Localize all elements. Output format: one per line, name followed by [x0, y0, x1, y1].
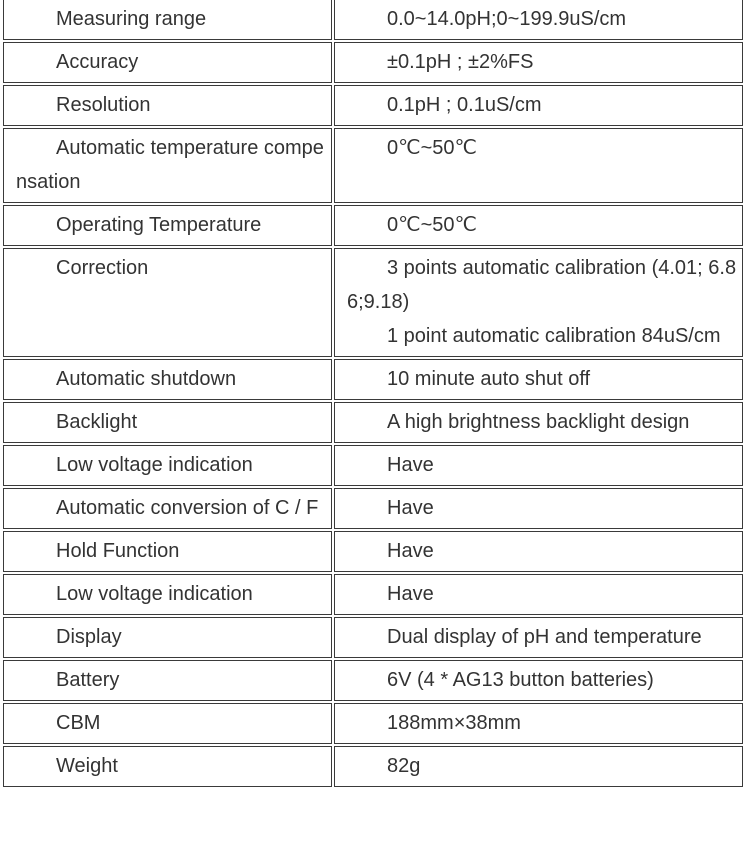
table-row [3, 402, 743, 443]
spec-value-line: Have [387, 583, 434, 605]
spec-label: CBM [3, 703, 332, 744]
spec-label: Automatic conversion of C / F [3, 488, 332, 529]
spec-value-line: 82g [387, 755, 421, 777]
spec-value [334, 248, 743, 357]
spec-value [334, 531, 743, 572]
spec-value [334, 402, 743, 443]
spec-value-line: 3 points automatic calibration (4.01; 6.86;9.18) [347, 257, 737, 313]
spec-label: Measuring range [3, 0, 332, 40]
spec-label: Display [3, 617, 332, 658]
spec-label: Correction [3, 248, 332, 357]
spec-value [334, 488, 743, 529]
spec-value-line: 0℃~50℃ [387, 214, 477, 236]
spec-value [334, 703, 743, 744]
table-row [3, 617, 743, 658]
table-row [3, 703, 743, 744]
table-row [3, 359, 743, 400]
spec-value [334, 746, 743, 787]
spec-value-line: ±0.1pH ; ±2%FS [387, 51, 534, 73]
spec-value [334, 617, 743, 658]
spec-value-line: Dual display of pH and temperature [387, 626, 702, 648]
table-row [3, 660, 743, 701]
spec-value-line: A high brightness backlight design [387, 411, 690, 433]
spec-label: Weight [3, 746, 332, 787]
spec-value-line: Have [387, 540, 434, 562]
spec-value [334, 574, 743, 615]
spec-value-line: 0.0~14.0pH;0~199.9uS/cm [387, 8, 627, 30]
spec-table [1, 0, 745, 789]
spec-value-line: Have [387, 497, 434, 519]
spec-value [334, 205, 743, 246]
spec-value-line: 1 point automatic calibration 84uS/cm [387, 325, 721, 347]
spec-label: Low voltage indication [3, 574, 332, 615]
table-row [3, 85, 743, 126]
table-row [3, 746, 743, 787]
spec-label: Accuracy [3, 42, 332, 83]
spec-label: Automatic temperature compensation [3, 128, 332, 203]
table-row [3, 574, 743, 615]
table-row [3, 531, 743, 572]
spec-value-line: 0.1pH ; 0.1uS/cm [387, 94, 542, 116]
table-row [3, 0, 743, 40]
spec-label: Operating Temperature [3, 205, 332, 246]
spec-label: Backlight [3, 402, 332, 443]
spec-value-line: 0℃~50℃ [387, 137, 477, 159]
table-row [3, 488, 743, 529]
spec-label: Automatic shutdown [3, 359, 332, 400]
spec-value [334, 128, 743, 203]
table-row [3, 42, 743, 83]
table-row [3, 128, 743, 203]
spec-value [334, 359, 743, 400]
spec-value-line: 188mm×38mm [387, 712, 521, 734]
spec-label: Low voltage indication [3, 445, 332, 486]
spec-label: Resolution [3, 85, 332, 126]
spec-value [334, 0, 743, 40]
table-row [3, 445, 743, 486]
spec-value [334, 85, 743, 126]
spec-value [334, 660, 743, 701]
spec-label: Battery [3, 660, 332, 701]
spec-value [334, 445, 743, 486]
spec-label: Hold Function [3, 531, 332, 572]
spec-value-line: Have [387, 454, 434, 476]
spec-value-line: 10 minute auto shut off [387, 368, 591, 390]
spec-value [334, 42, 743, 83]
spec-value-line: 6V (4 * AG13 button batteries) [387, 669, 654, 691]
table-row [3, 248, 743, 357]
table-row [3, 205, 743, 246]
